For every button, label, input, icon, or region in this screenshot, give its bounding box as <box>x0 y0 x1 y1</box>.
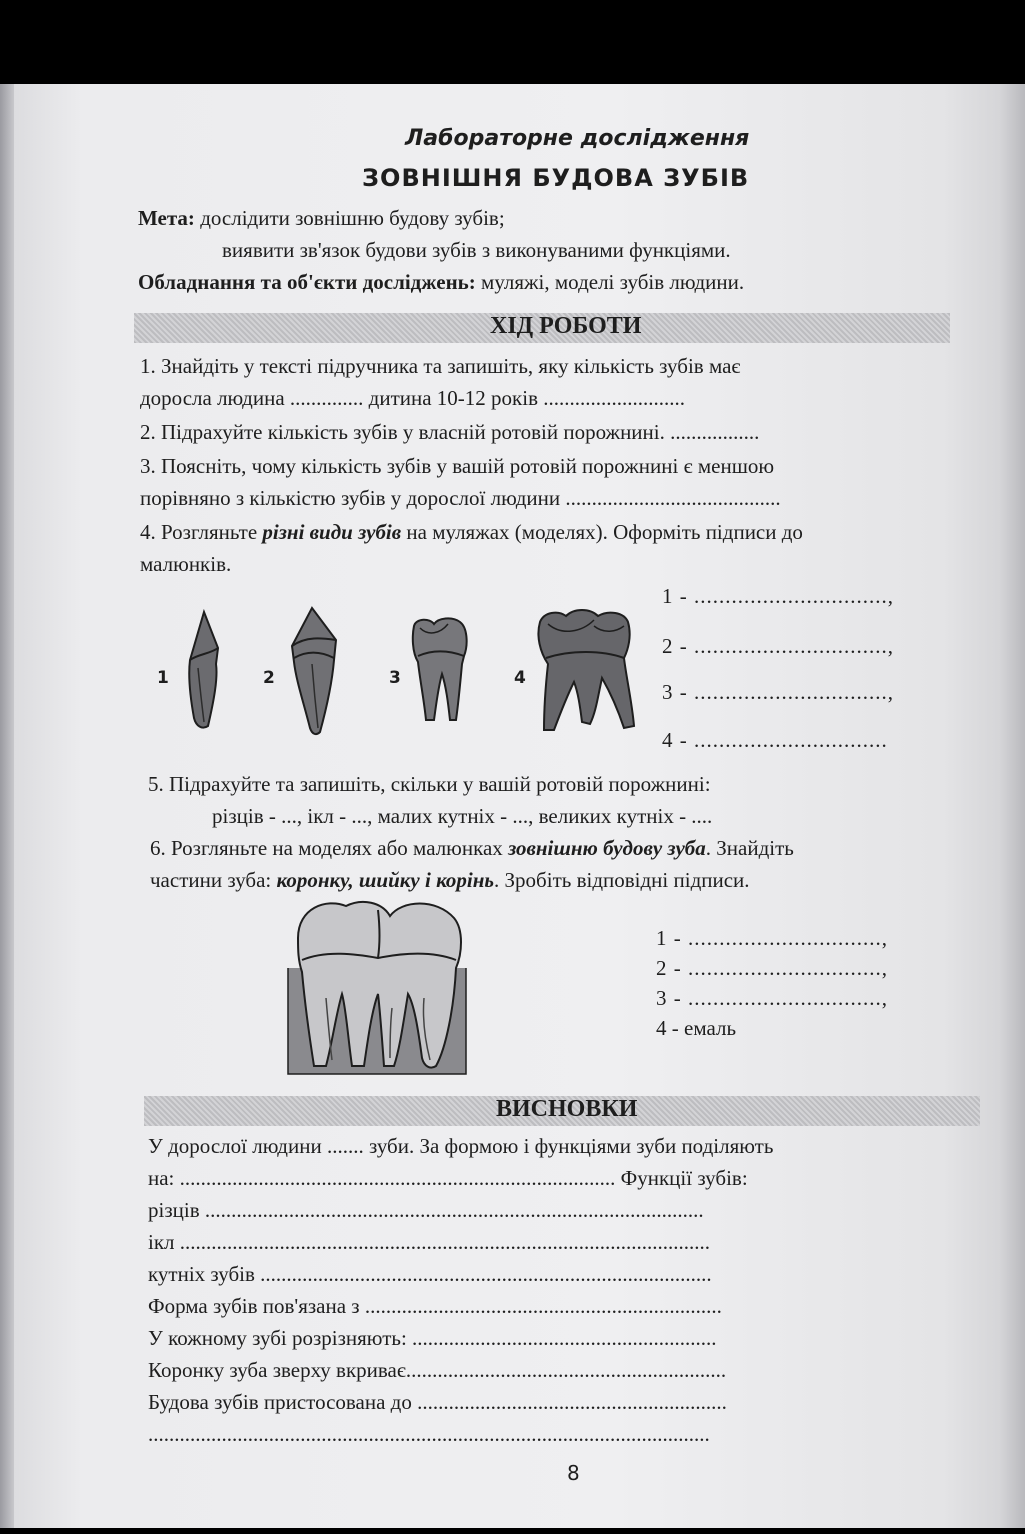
task-6-end: . Знайдіть <box>705 836 794 860</box>
conclusion-line-3: різців ............................................................................................... <box>148 1198 704 1222</box>
task-1-line-2: доросла людина .............. дитина 10-12 років ........................... <box>140 386 686 410</box>
conclusion-line-6: Форма зубів пов'язана з .................................................................... <box>148 1294 722 1318</box>
conclusion-line-1: У дорослої людини ....... зуби. За формою і функціями зуби поділяють <box>148 1134 774 1158</box>
workbook-page <box>0 84 1025 1528</box>
conclusion-line-2: на: ................................................................................... Функції зубів: <box>148 1166 748 1190</box>
task-2: 2. Підрахуйте кількість зубів у власній ротовій порожнині. ................. <box>140 420 760 444</box>
premolar-drawing <box>408 616 472 724</box>
aim-line-1 <box>138 206 505 231</box>
conclusion-line-8: Коронку зуба зверху вкриває............................................................. <box>148 1358 727 1382</box>
task-1-line-1: 1. Знайдіть у тексті підручника та запишіть, яку кількість зубів має <box>140 354 741 378</box>
lab-title: Лабораторне дослідження <box>405 126 750 151</box>
task-3-line-2: порівняно з кількістю зубів у дорослої людини ......................................... <box>140 486 781 510</box>
tooth-part-3: 3 - ..............................., <box>656 986 888 1010</box>
task-4-line-2: малюнків. <box>140 552 232 576</box>
tooth-number-1: 1 <box>157 668 169 688</box>
tooth-caption-2: 2 - ..............................., <box>662 634 894 658</box>
conclusion-line-9: Будова зубів пристосована до ........................................................... <box>148 1390 727 1414</box>
page-right-edge <box>999 84 1025 1528</box>
tooth-structure-drawing <box>286 898 468 1076</box>
conclusion-line-10: ........................................................................................................... <box>148 1422 710 1446</box>
task-6-start: 6. Розгляньте на моделях або малюнках <box>150 836 509 860</box>
task-6-line-1 <box>150 836 794 861</box>
tooth-part-2: 2 - ..............................., <box>656 956 888 980</box>
task-6-line-2-emphasis: коронку, шийку і корінь <box>276 868 495 892</box>
conclusions-title: ВИСНОВКИ <box>496 1096 638 1122</box>
task-4-end: на муляжах (моделях). Оформіть підписи до <box>401 520 803 544</box>
tooth-number-3: 3 <box>389 668 401 688</box>
task-4-emphasis: різні види зубів <box>262 520 402 544</box>
equipment-text: муляжі, моделі зубів людини. <box>481 270 745 294</box>
task-4-start: 4. Розгляньте <box>140 520 263 544</box>
task-6-line-2-start: частини зуба: <box>150 868 277 892</box>
incisor-drawing <box>172 608 230 730</box>
tooth-part-1: 1 - ..............................., <box>656 926 888 950</box>
page-left-edge <box>0 84 14 1528</box>
aim-line-2: виявити зв'язок будови зубів з виконуваними функціями. <box>222 238 731 262</box>
tooth-part-4: 4 - емаль <box>656 1016 737 1040</box>
tooth-number-4: 4 <box>514 668 526 688</box>
tooth-number-2: 2 <box>263 668 275 688</box>
task-5-line-2: різців - ..., ікл - ..., малих кутніх - ..., великих кутніх - .... <box>212 804 713 828</box>
molar-drawing <box>534 606 638 736</box>
conclusion-line-5: кутніх зубів ...................................................................................... <box>148 1262 712 1286</box>
aim-text-1: дослідити зовнішню будову зубів; <box>200 206 505 230</box>
conclusion-line-7: У кожному зубі розрізняють: .......................................................... <box>148 1326 717 1350</box>
conclusion-line-4: ікл ..................................................................................................... <box>148 1230 711 1254</box>
tooth-caption-1: 1 - ..............................., <box>662 584 894 608</box>
aim-label: Мета: <box>138 206 195 230</box>
main-title: ЗОВНІШНЯ БУДОВА ЗУБІВ <box>362 164 750 192</box>
tooth-caption-4: 4 - ............................... <box>662 728 888 752</box>
canine-drawing <box>282 606 344 736</box>
procedure-title: ХІД РОБОТИ <box>490 313 642 339</box>
task-6-line-2 <box>150 868 750 893</box>
page-number: 8 <box>567 1461 580 1485</box>
task-6-line-2-end: . Зробіть відповідні підписи. <box>494 868 750 892</box>
equipment-label: Обладнання та об'єкти досліджень: <box>138 270 476 294</box>
task-6-emphasis: зовнішню будову зуба <box>508 836 706 860</box>
tooth-caption-3: 3 - ..............................., <box>662 680 894 704</box>
task-3-line-1: 3. Поясніть, чому кількість зубів у вашій ротовій порожнині є меншою <box>140 454 775 478</box>
task-5-line-1: 5. Підрахуйте та запишіть, скільки у вашій ротовій порожнині: <box>148 772 711 796</box>
equipment-line <box>138 270 744 295</box>
task-4-line-1 <box>140 520 803 545</box>
